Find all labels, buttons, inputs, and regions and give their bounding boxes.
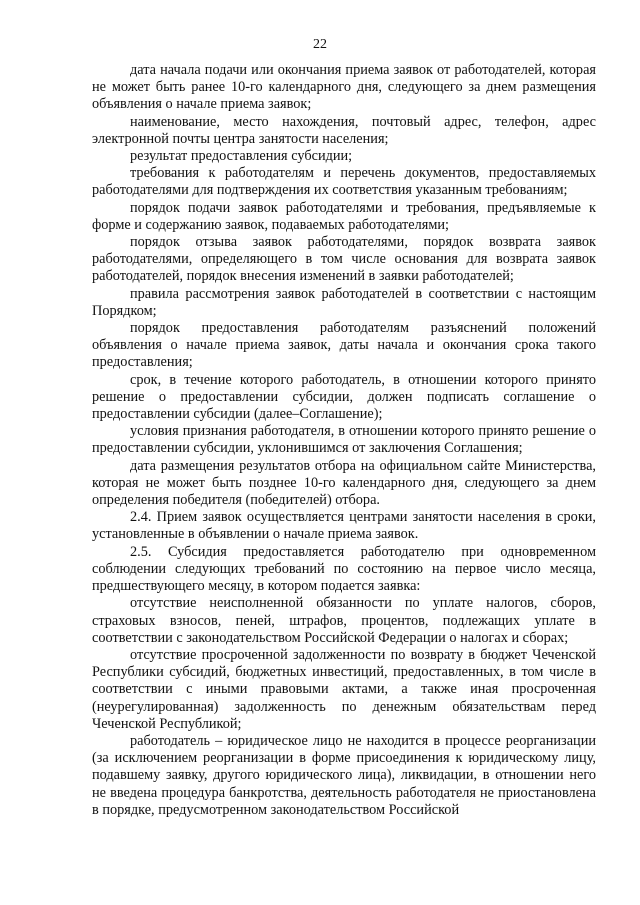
paragraph: дата размещения результатов отбора на официальном сайте Министерства, которая не может быть позднее 10-го календарного дня, следующего за днем определения победителя (победителей) отбора. [92,457,596,509]
paragraph: правила рассмотрения заявок работодателей в соответствии с настоящим Порядком; [92,285,596,319]
paragraph: отсутствие неисполненной обязанности по уплате налогов, сборов, страховых взносов, пеней, штрафов, процентов, подлежащих уплате в соответствии с законодательством Российской Федерации о налогах и сборах; [92,595,596,646]
paragraph: работодатель – юридическое лицо не находится в процессе реорганизации (за исключением реорганизации в форме присоединения к юридическому лицу, подавшему заявку, другого юридического лица), ликвидации, в отношении него не введена процедура банкротства, деятельность работодателя не приостановлена в порядке, предусмотренном законодательством Российской [92,732,596,818]
paragraph: порядок подачи заявок работодателями и требования, предъявляемые к форме и содержанию заявок, подаваемых работодателями; [92,199,596,233]
paragraph: срок, в течение которого работодатель, в отношении которого принято решение о предоставлении субсидии, должен подписать соглашение о предоставлении субсидии (далее–Соглашение); [92,371,596,423]
paragraph: отсутствие просроченной задолженности по возврату в бюджет Чеченской Республики субсидий, бюджетных инвестиций, предоставленных, в том числе в соответствии с иными правовыми актами, а также иная просроченная (неурегулированная) задолженность по денежным обязательствам перед Чеченской Республикой; [92,646,596,732]
paragraph: требования к работодателям и перечень документов, предоставляемых работодателями для подтверждения их соответствия указанным требованиям; [92,165,596,199]
document-body [92,62,596,819]
paragraph: наименование, место нахождения, почтовый адрес, телефон, адрес электронной почты центра занятости населения; [92,113,596,147]
paragraph: порядок предоставления работодателям разъяснений положений объявления о начале приема заявок, даты начала и окончания срока такого предоставления; [92,320,596,371]
paragraph: 2.4. Прием заявок осуществляется центрами занятости населения в сроки, установленные в объявлении о начале приема заявок. [92,509,596,543]
paragraph: дата начала подачи или окончания приема заявок от работодателей, которая не может быть ранее 10-го календарного дня, следующего за днем размещения объявления о начале приема заявок; [92,62,596,113]
paragraph: условия признания работодателя, в отношении которого принято решение о предоставлении субсидии, уклонившимся от заключения Соглашения; [92,423,596,457]
paragraph: результат предоставления субсидии; [130,148,353,165]
page-number: 22 [313,37,327,52]
paragraph: порядок отзыва заявок работодателями, порядок возврата заявок работодателями, определяющего в том числе основания для возврата заявок работодателей, порядок внесения изменений в заявки работодателей; [92,234,596,285]
paragraph: 2.5. Субсидия предоставляется работодателю при одновременном соблюдении следующих требований по состоянию на первое число месяца, предшествующего месяцу, в котором подается заявка: [92,543,596,595]
